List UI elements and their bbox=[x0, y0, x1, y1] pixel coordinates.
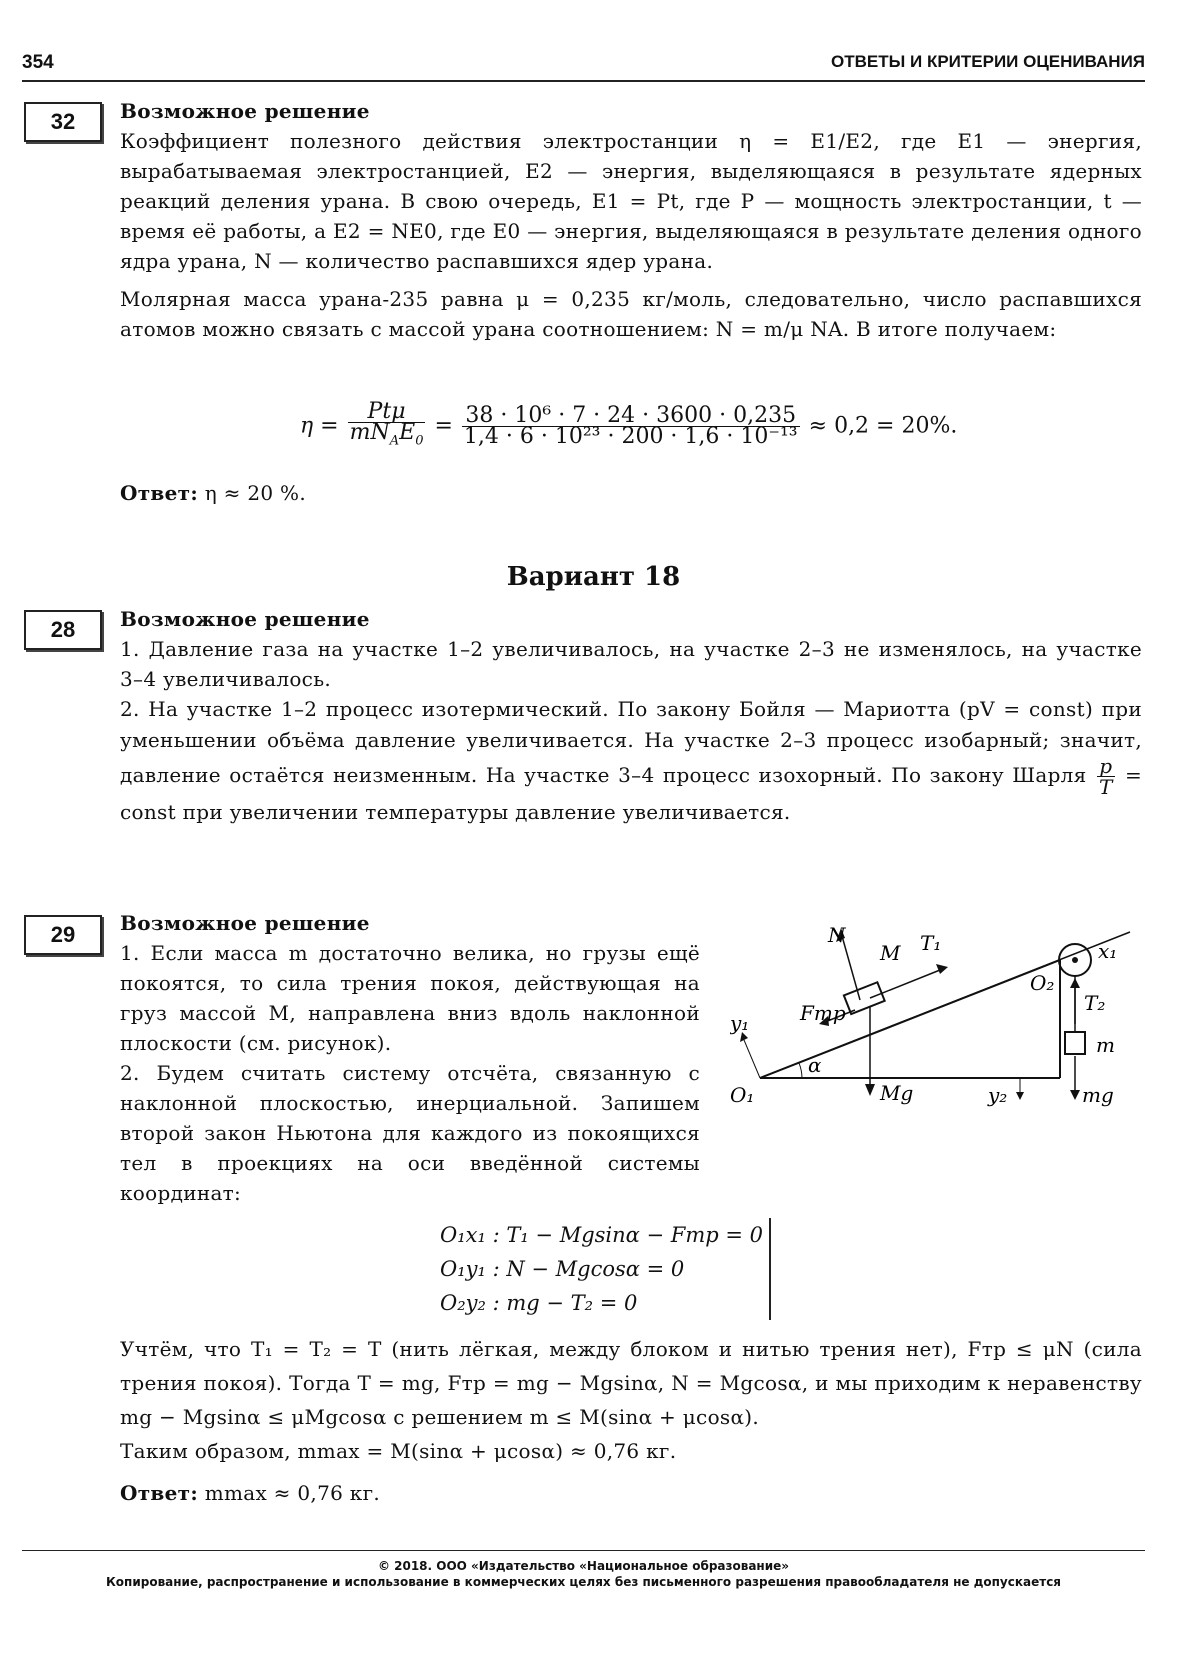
formula-denominator: 1,4 · 6 · 10²³ · 200 · 1,6 · 10⁻¹³ bbox=[463, 424, 798, 450]
task-32-solution bbox=[120, 96, 1142, 344]
label-y2: y₂ bbox=[988, 1083, 1008, 1107]
page-number: 354 bbox=[22, 52, 54, 73]
answer-label: Ответ: bbox=[120, 1481, 199, 1505]
footer-notice: Копирование, распространение и использование в коммерческих целях без письменного разрешения правообладателя не допускается bbox=[105, 1575, 1062, 1589]
label-T1: T₁ bbox=[920, 931, 942, 955]
formula-result: ≈ 0,2 = 20%. bbox=[808, 413, 958, 439]
equation-3: O₂y₂ : mg − T₂ = 0 bbox=[440, 1291, 638, 1315]
efficiency-formula: η = Ptμ $mN_AE_0$ = $\frac{\text{38 · 10⁶ · 7 · 24 · 3600 · 0,235}}{\text{1,4 · 6 · 10²³ · 200 · 1,6 · 10⁻¹³}}$ ≈ 0,2 = 20%. bbox=[300, 399, 958, 450]
task-28-paragraph-2: 2. На участке 1–2 процесс изотермический. По закону Бойля — Мариотта (pV = const) при уменьшении объёма давление увеличивается. На участке 2–3 процесс изобарный; значит, давление остаётся неизменным. На участке 3–4 процесс изохорный. По закону Шарля $\frac{p}{T}$ = const при увеличении температуры давление увеличивается. bbox=[120, 697, 1142, 824]
equation-2: O₁y₁ : N − Mgcosα = 0 bbox=[440, 1257, 685, 1281]
label-x1: x₁ bbox=[1098, 939, 1118, 963]
task-29-solution-left bbox=[120, 908, 700, 1208]
solution-heading: Возможное решение bbox=[120, 607, 370, 631]
label-y1: y₁ bbox=[730, 1011, 750, 1035]
formula-numerator: 38 · 10⁶ · 7 · 24 · 3600 · 0,235 bbox=[462, 406, 800, 427]
label-M: M bbox=[880, 941, 901, 965]
label-m: m bbox=[1096, 1033, 1115, 1057]
task-29-answer bbox=[120, 1476, 1142, 1510]
task-number-32: 32 bbox=[24, 102, 102, 142]
label-alpha: α bbox=[808, 1053, 822, 1077]
label-mg: mg bbox=[1082, 1083, 1114, 1107]
running-head: ОТВЕТЫ И КРИТЕРИИ ОЦЕНИВАНИЯ bbox=[831, 52, 1145, 71]
task-28-solution bbox=[120, 604, 1142, 828]
task-29-solution-bottom bbox=[120, 1332, 1142, 1510]
label-T2: T₂ bbox=[1084, 991, 1106, 1015]
answer-label: Ответ: bbox=[120, 481, 199, 505]
task-28-paragraph-1: 1. Давление газа на участке 1–2 увеличивалось, на участке 2–3 не изменялось, на участке 3–4 увеличивалось. bbox=[120, 637, 1142, 691]
variant-title: Вариант 18 bbox=[506, 562, 681, 592]
equation-system bbox=[440, 1218, 771, 1320]
equation-1: O₁x₁ : T₁ − Mgsinα − Fтр = 0 bbox=[440, 1223, 764, 1247]
task-32-answer bbox=[120, 478, 1142, 508]
answer-value: η ≈ 20 %. bbox=[204, 481, 307, 505]
label-Mg: Mg bbox=[880, 1081, 914, 1105]
task-32-paragraph-1: Коэффициент полезного действия электростанции η = E1/E2, где E1 — энергия, вырабатываемая электростанцией, E2 — энергия, выделяющаяся в результате ядерных реакций деления урана. В свою очередь, E1 = Pt, где P — мощность электростанции, t — время её работы, а E2 = NE0, где E0 — энергия, выделяющаяся в результате деления одного ядра урана, N — количество распавшихся ядер урана. bbox=[120, 129, 1142, 273]
footer-copyright: © 2018. ООО «Издательство «Национальное образование» bbox=[377, 1559, 790, 1573]
label-O2: O₂ bbox=[1030, 971, 1055, 995]
solution-heading: Возможное решение bbox=[120, 911, 370, 935]
task-28-paragraph-2b: = const при увеличении температуры давление увеличивается. bbox=[120, 763, 1142, 824]
label-N: N bbox=[828, 923, 846, 947]
task-number-28: 28 bbox=[24, 610, 102, 650]
page-header bbox=[22, 48, 1145, 82]
task-32-paragraph-2: Молярная масса урана-235 равна μ = 0,235 кг/моль, следовательно, число распавшихся атомов можно связать с массой урана соотношением: N = m/μ NA. В итоге получаем: bbox=[120, 287, 1142, 341]
solution-heading: Возможное решение bbox=[120, 99, 370, 123]
task-number-29: 29 bbox=[24, 915, 102, 955]
task-29-paragraph-1: 1. Если масса m достаточно велика, но грузы ещё покоятся, то сила трения покоя, действующая на груз массой M, направлена вниз вдоль наклонной плоскости (см. рисунок). bbox=[120, 941, 700, 1055]
label-Ftr: Fтр bbox=[800, 1001, 846, 1025]
task-29-paragraph-2: 2. Будем считать систему отсчёта, связанную с наклонной плоскостью, инерциальной. Запишем второй закон Ньютона для каждого из покоящихся тел в проекциях на оси введённой системы координат: bbox=[120, 1061, 700, 1205]
inclined-plane-diagram bbox=[730, 920, 1150, 1120]
task-29-paragraph-4: Таким образом, mmax = M(sinα + μcosα) ≈ 0,76 кг. bbox=[120, 1439, 677, 1463]
page-footer bbox=[22, 1550, 1145, 1589]
task-29-paragraph-3: Учтём, что T₁ = T₂ = T (нить лёгкая, между блоком и нитью трения нет), Fтр ≤ μN (сила трения покоя). Тогда T = mg, Fтр = mg − Mgsinα, N = Mgcosα, и мы приходим к неравенству mg − Mgsinα ≤ μMgcosα с решением m ≤ M(sinα + μcosα). bbox=[120, 1337, 1142, 1429]
answer-value: mmax ≈ 0,76 кг. bbox=[204, 1481, 381, 1505]
label-O1: O₁ bbox=[730, 1083, 755, 1107]
task-28-paragraph-2a: 2. На участке 1–2 процесс изотермический. По закону Бойля — Мариотта (pV = const) при уменьшении объёма давление увеличивается. На участке 2–3 процесс изобарный; значит, давление остаётся неизменным. На участке 3–4 процесс изохорный. По закону Шарля bbox=[120, 697, 1142, 787]
